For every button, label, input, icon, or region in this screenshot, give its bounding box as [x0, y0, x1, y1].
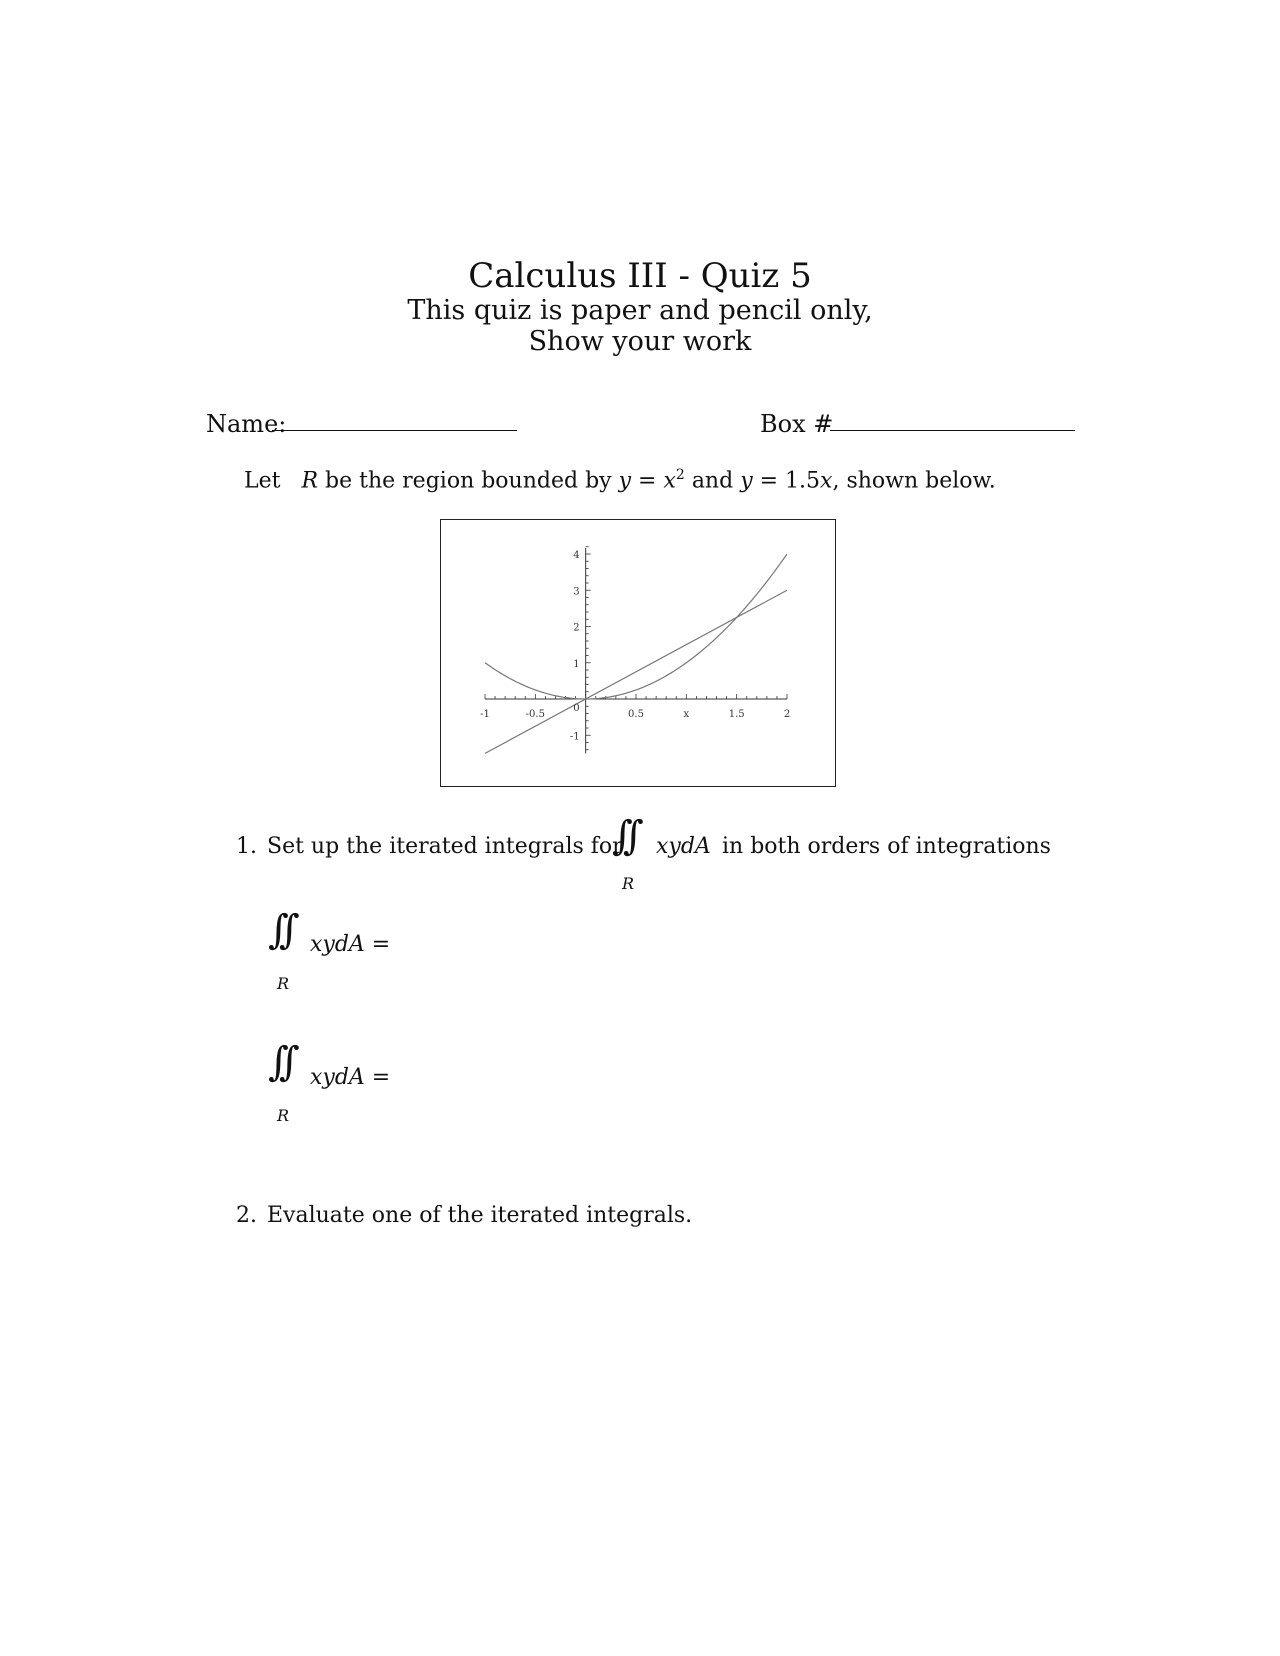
region-graph [441, 520, 834, 785]
region-description [244, 467, 996, 493]
question-1-number: 1. [236, 834, 257, 859]
series-parabola [485, 554, 787, 699]
x-tick-label: 2 [783, 709, 791, 720]
double-integral-sign: ∫∫ [612, 813, 634, 859]
x-tick-label: 0.5 [628, 709, 644, 720]
intro-exponent: 2 [675, 467, 685, 483]
box-number-label: Box # [760, 410, 834, 438]
intro-let: Let [244, 468, 281, 494]
answer-b-integrand[interactable]: xydA = [310, 1065, 391, 1090]
y-tick-label: 2 [573, 622, 580, 634]
graph-frame [440, 519, 836, 787]
page-title: Calculus III - Quiz 5 [468, 256, 812, 296]
question-1-integrand: xydA [656, 834, 711, 859]
answer-a-subscript-R: R [277, 974, 290, 993]
x-tick-label: x [683, 709, 690, 720]
intro-shown-below: , shown below. [832, 468, 996, 494]
page-subtitle-line1: This quiz is paper and pencil only, [407, 295, 873, 326]
box-number-field-line [830, 430, 1075, 431]
answer-b-integral-sign: ∫∫ [268, 1039, 290, 1085]
x-tick-label: -1 [480, 709, 490, 720]
y-tick-label: 3 [573, 586, 580, 598]
intro-region-R: R [301, 468, 319, 494]
x-tick-label: -0.5 [525, 709, 545, 720]
intro-y2: y [740, 468, 753, 494]
integral-subscript-R: R [622, 874, 635, 893]
name-field-line [272, 430, 517, 431]
y-tick-label: 4 [573, 550, 580, 561]
series-line [485, 590, 787, 753]
intro-eq2: = 1.5 [759, 468, 821, 494]
answer-a-integrand[interactable]: xydA = [310, 932, 391, 957]
y-tick-label: 1 [573, 658, 580, 670]
intro-bounded-text: be the region bounded by [325, 468, 612, 494]
intro-eq1: = [638, 468, 657, 494]
question-1-text: Set up the iterated integrals for [267, 834, 623, 859]
intro-x-var: x [820, 468, 833, 494]
x-tick-label: 1.5 [728, 709, 745, 720]
name-label: Name: [206, 410, 287, 438]
question-2-text: Evaluate one of the iterated integrals. [267, 1203, 693, 1228]
page-subtitle-line2: Show your work [528, 326, 752, 357]
intro-and: and [691, 468, 734, 494]
y-tick-label: 0 [573, 703, 580, 714]
y-tick-label: -1 [569, 731, 580, 743]
answer-b-subscript-R: R [277, 1106, 290, 1125]
intro-y1: y [618, 468, 632, 494]
question-2-number: 2. [236, 1203, 257, 1228]
question-1-tail: in both orders of integrations [722, 834, 1051, 859]
intro-x-squared-base: x [663, 468, 676, 494]
answer-a-integral-sign: ∫∫ [268, 907, 290, 953]
